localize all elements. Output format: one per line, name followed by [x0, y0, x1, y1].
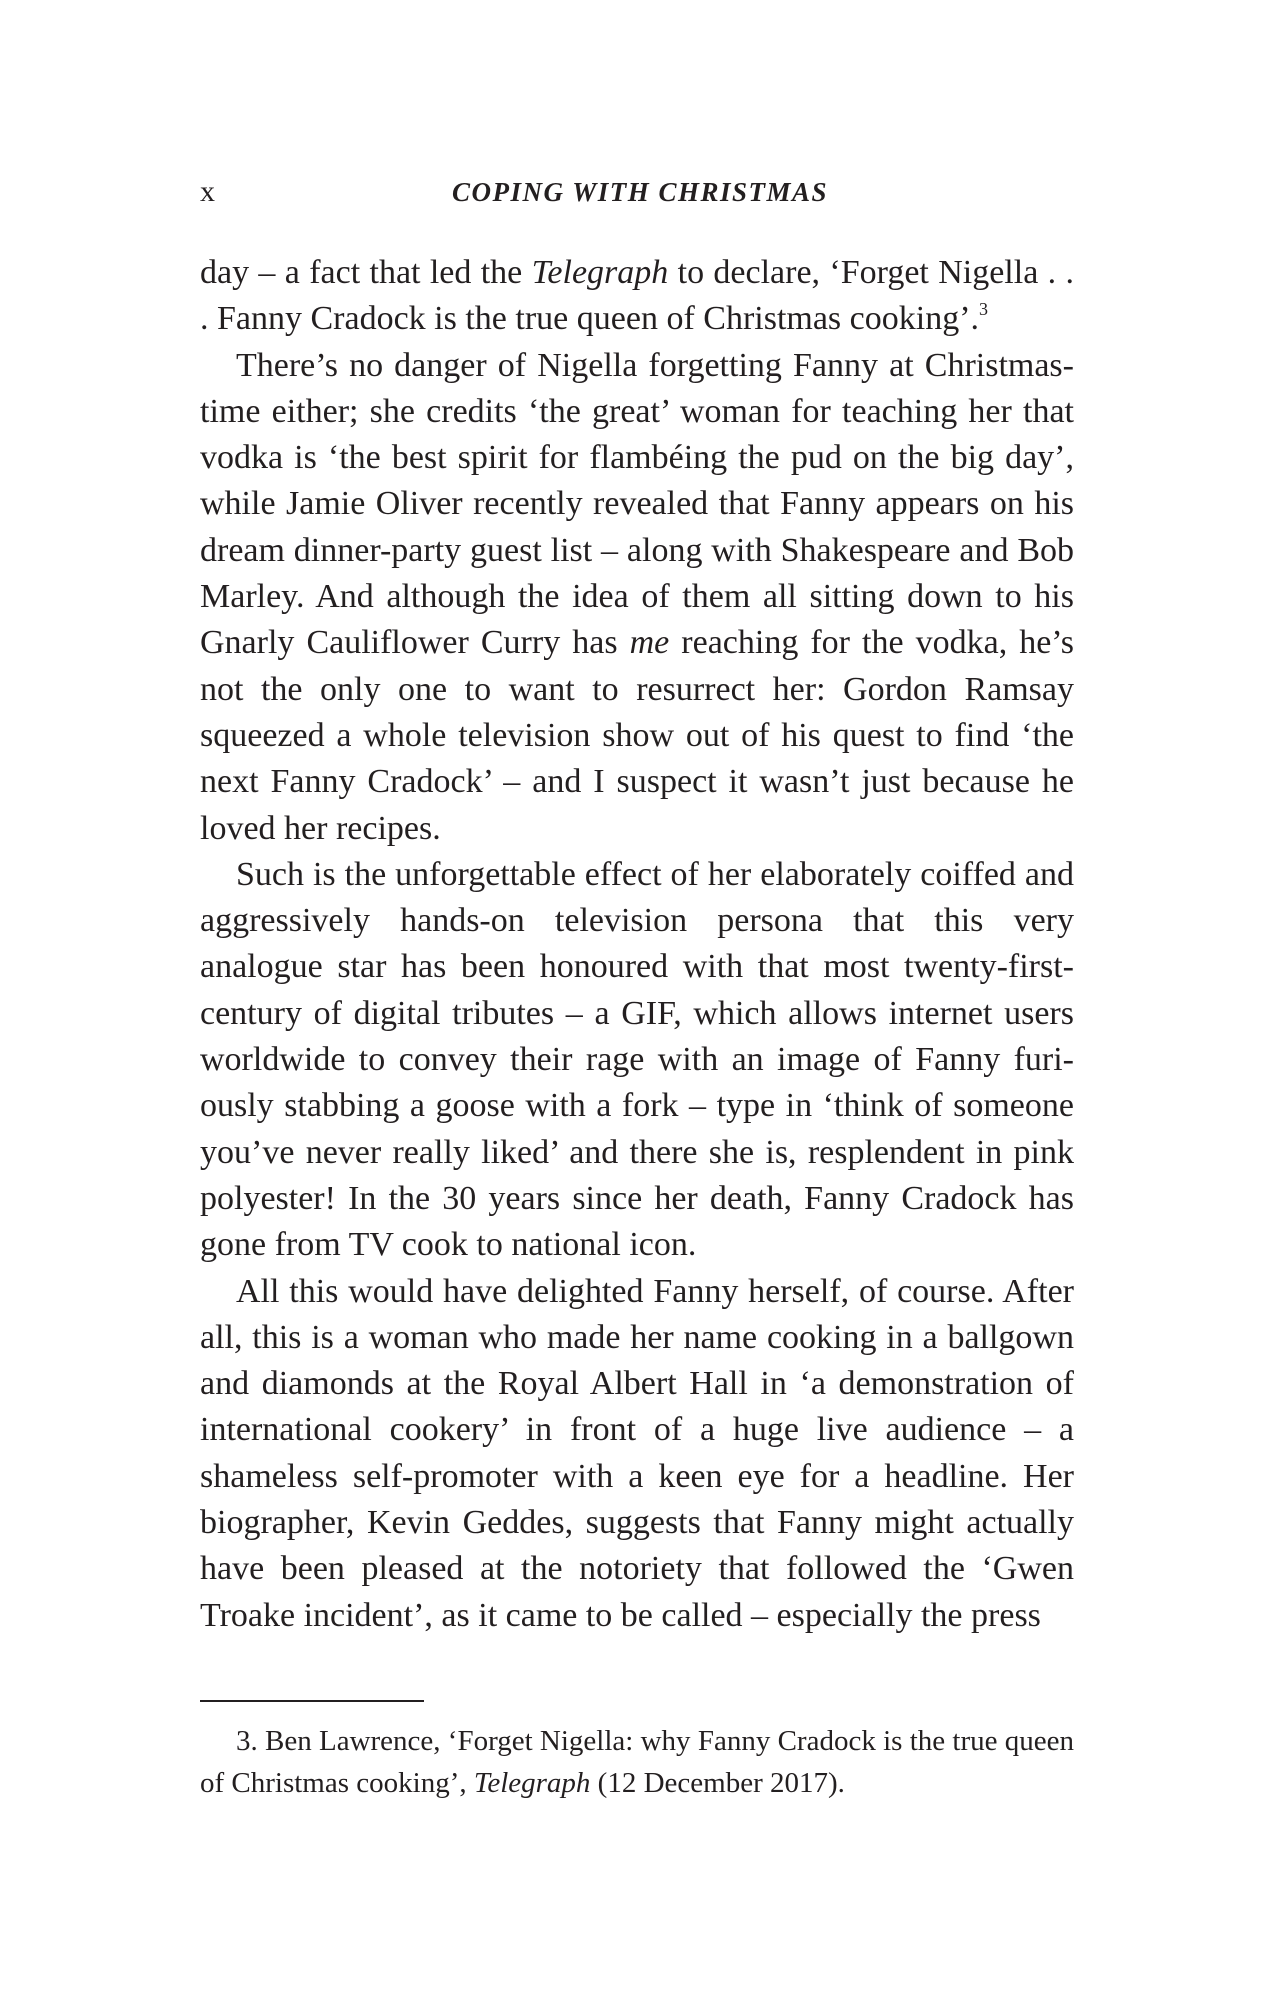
text-run: 3. Ben Lawrence, ‘Forget Nigella: why Fanny Cradock is the true queen of Christmas cooking’,	[200, 1725, 1074, 1799]
text-run: to declare, ‘Forget Nigella . . . Fanny Cradock is the true queen of Christmas cooking’.	[200, 254, 1074, 338]
text-run: There’s no danger of Nigella forgetting Fanny at Christmastime either; she credits ‘the great’ woman for teaching her that vodka is ‘the best spirit for flambéing the pud on the big day’, while Jamie Oliver recently revealed that Fanny appears on his dream dinner-party guest list – along with Shakespeare and Bob Marley. And although the idea of them all sitting down to his Gnarly Cauliflower Curry has	[200, 346, 1074, 662]
text-run: day – a fact that led the	[200, 254, 532, 291]
text-run: reaching for the vodka, he’s not the only one to want to resurrect her: Gordon Ramsay squeezed a whole television show out of his quest to find ‘the next Fanny Cradock’ – and I suspect it wasn’t just because he loved her recipes.	[200, 624, 1074, 847]
text-run: (12 December 2017).	[590, 1767, 845, 1799]
italic-text: me	[629, 624, 670, 662]
italic-text: Telegraph	[531, 254, 669, 291]
running-head-title: COPING WITH CHRISTMAS	[451, 177, 829, 207]
body-text	[200, 250, 1074, 1639]
paragraph	[200, 250, 1074, 343]
footnote	[200, 1720, 1074, 1804]
paragraph	[200, 343, 1074, 852]
running-head	[200, 172, 1080, 212]
paragraph	[200, 852, 1074, 1269]
text-run: Such is the unforgettable effect of her elaborately coiffed and aggressively hands-on television persona that this very analogue star has been honoured with that most twenty-first-century of digital tributes – a GIF, which allows internet users worldwide to convey their rage with an image of Fanny furiously stabbing a goose with a fork – type in ‘think of someone you’ve never really liked’ and there she is, resplendent in pink polyester! In the 30 years since her death, Fanny Cradock has gone from TV cook to national icon.	[200, 855, 1074, 1264]
footnote-rule	[200, 1700, 424, 1702]
italic-text: Telegraph	[473, 1767, 591, 1799]
page-number: x	[200, 175, 215, 208]
paragraph	[200, 1269, 1074, 1639]
footnote-reference: 3	[979, 298, 989, 319]
text-run: All this would have delighted Fanny herself, of course. After all, this is a woman who made her name cooking in a ballgown and diamonds at the Royal Albert Hall in ‘a demonstration of international cookery’ in front of a huge live audience – a shameless self-promoter with a keen eye for a headline. Her biographer, Kevin Geddes, suggests that Fanny might actually have been pleased at the notoriety that followed the ‘Gwen Troake incident’, as it came to be called – especially the press	[200, 1272, 1074, 1634]
